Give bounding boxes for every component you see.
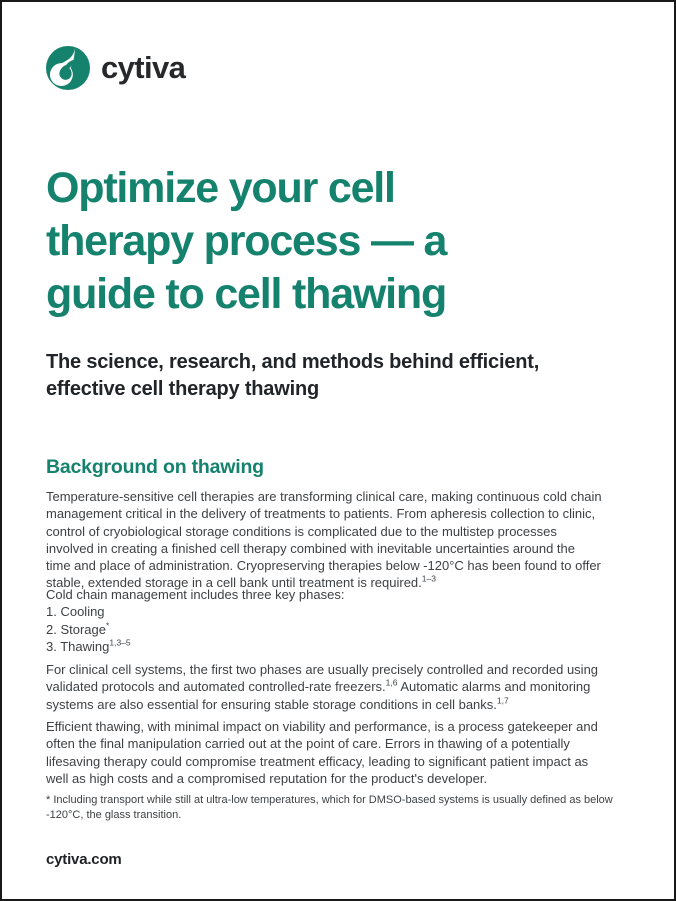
footer-website-link[interactable]: cytiva.com bbox=[46, 851, 122, 868]
paragraph-clinical-systems bbox=[46, 661, 603, 713]
title-line-3: guide to cell thawing bbox=[46, 270, 447, 318]
cytiva-drop-icon bbox=[46, 46, 90, 90]
document-title bbox=[46, 162, 586, 321]
footnote-storage-definition: * Including transport while still at ultra-low temperatures, which for DMSO-based systems is usually defined as below -120°C, the glass transition. bbox=[46, 794, 613, 821]
paragraph-efficient-thawing: Efficient thawing, with minimal impact on viability and performance, is a process gatekeeper and often the final manipulation carried out at the point of care. Errors in thawing of a potentially lifesaving therapy could compromise treatment efficacy, leading to significant patient impact as well as high costs and a compromised reputation for the product's developer. bbox=[46, 719, 598, 786]
reference-superscript: 1,3–5 bbox=[109, 637, 131, 648]
paragraph-cold-chain bbox=[46, 488, 603, 592]
brand-logo bbox=[46, 46, 185, 90]
list-item-thawing: 3. Thawing$^{1,3-5}$ bbox=[46, 637, 131, 655]
paragraph-text: Temperature-sensitive cell therapies are transforming clinical care, making continuous cold chain management critical in the delivery of treatments to patients. From apheresis collection to clinic, control of cryobiological storage conditions is complicated due to the multistep processes involved in creating a finished cell therapy combined with inevitable uncertainties around the time and place of administration. Cryopreserving therapies below -120°C has been found to offer stable, extended storage in a cell bank until treatment is required. bbox=[46, 489, 602, 591]
reference-superscript: 1,7 bbox=[496, 695, 509, 706]
reference-superscript: 1,6 bbox=[385, 677, 398, 688]
paragraph-text: For clinical cell systems, the first two phases are usually precisely controlled and recorded using validated protocols and automated controlled-rate freezers. bbox=[46, 662, 599, 695]
phases-list bbox=[46, 586, 603, 656]
list-item-cooling: 1. Cooling bbox=[46, 604, 105, 620]
reference-superscript: * bbox=[106, 620, 110, 631]
title-line-1: Optimize your cell bbox=[46, 164, 395, 212]
paragraph-text: Automatic alarms and monitoring systems are also essential for ensuring stable storage conditions in cell banks. bbox=[46, 679, 591, 712]
logo-wordmark: cytiva bbox=[101, 50, 186, 85]
phases-intro: Cold chain management includes three key phases: bbox=[46, 587, 345, 602]
list-item-storage: 2. Storage* bbox=[46, 620, 110, 637]
section-heading-background: Background on thawing bbox=[46, 456, 264, 478]
subtitle-line-2: effective cell therapy thawing bbox=[46, 378, 319, 400]
reference-superscript: 1–3 bbox=[421, 574, 436, 585]
subtitle-line-1: The science, research, and methods behind efficient, bbox=[46, 351, 540, 373]
title-line-2: therapy process — a bbox=[46, 217, 447, 265]
document-subtitle bbox=[46, 349, 591, 403]
